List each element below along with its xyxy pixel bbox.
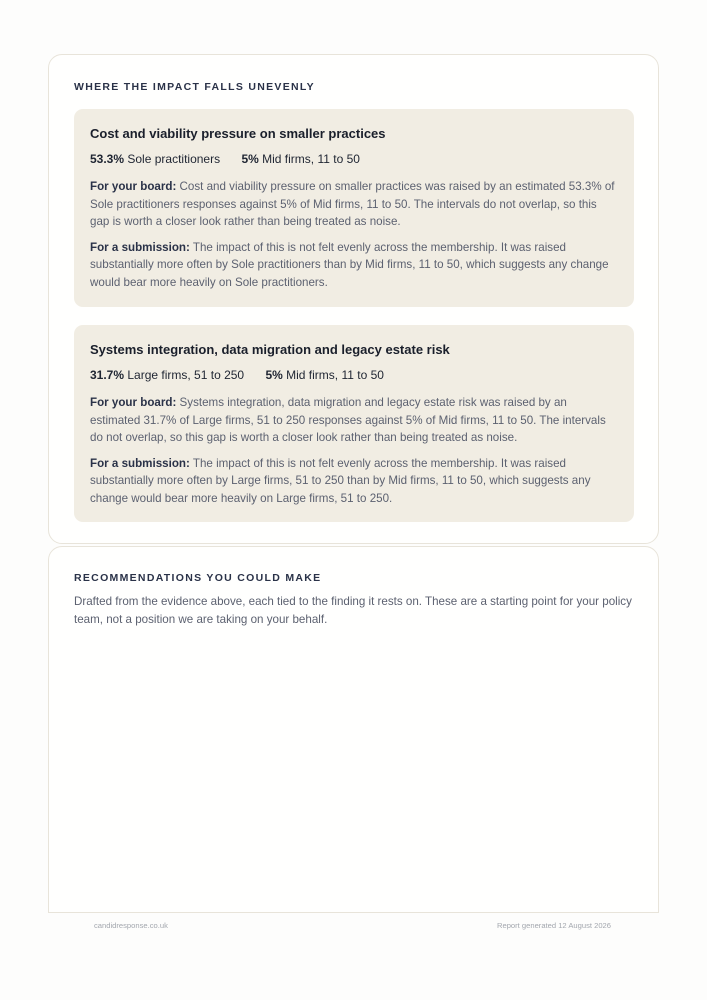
section-heading: RECOMMENDATIONS YOU COULD MAKE bbox=[74, 572, 322, 584]
stat-group: Mid firms, 11 to 50 bbox=[262, 152, 360, 166]
finding-title: Systems integration, data migration and legacy estate risk bbox=[90, 342, 450, 357]
stat-value: 5% bbox=[241, 152, 259, 166]
submission-paragraph bbox=[90, 455, 618, 508]
board-lead: For your board: bbox=[90, 396, 177, 409]
submission-lead: For a submission: bbox=[90, 240, 190, 254]
finding-card bbox=[74, 325, 634, 522]
stat-group: Sole practitioners bbox=[127, 152, 221, 166]
board-text: Cost and viability pressure on smaller practices was raised by an estimated 53.3% of Sole practitioners responses against 5% of Mid firms, 11 to 50. The intervals do not overlap, so this gap is worth a closer look rather than being treated as noise. bbox=[90, 180, 615, 228]
submission-paragraph bbox=[90, 239, 618, 292]
footer-generated-date: Report generated 12 August 2026 bbox=[497, 921, 611, 930]
finding-card bbox=[74, 109, 634, 307]
submission-lead: For a submission: bbox=[90, 456, 190, 470]
stat-value: 53.3% bbox=[90, 152, 125, 166]
page-footer bbox=[94, 921, 611, 930]
submission-text: The impact of this is not felt evenly across the membership. It was raised substantially more often by Sole practitioners than by Mid firms, 11 to 50, which suggests any change would bear more heavily on Sole practitioners. bbox=[90, 240, 609, 289]
finding-stats bbox=[90, 367, 618, 383]
stat-group: Mid firms, 11 to 50 bbox=[286, 368, 384, 382]
stat-comparison bbox=[241, 151, 360, 167]
stat-value: 31.7% bbox=[90, 368, 125, 382]
stat-primary bbox=[90, 367, 244, 383]
finding-title: Cost and viability pressure on smaller practices bbox=[90, 126, 386, 141]
finding-stats bbox=[90, 151, 618, 167]
section-heading: WHERE THE IMPACT FALLS UNEVENLY bbox=[74, 81, 315, 93]
submission-text: The impact of this is not felt evenly across the membership. It was raised substantially more often by Large firms, 51 to 250 than by Mid firms, 11 to 50, which suggests any change would bear more heavily on Large firms, 51 to 250. bbox=[90, 456, 591, 505]
board-paragraph bbox=[90, 178, 618, 231]
footer-site: candidresponse.co.uk bbox=[94, 921, 168, 930]
recommendations-intro: Drafted from the evidence above, each tied to the finding it rests on. These are a starting point for your policy team, not a position we are taking on your behalf. bbox=[74, 595, 632, 626]
stat-comparison bbox=[265, 367, 384, 383]
impact-section-card bbox=[48, 54, 659, 544]
stat-value: 5% bbox=[265, 368, 283, 382]
board-paragraph bbox=[90, 394, 618, 447]
board-text: Systems integration, data migration and legacy estate risk was raised by an estimated 31.7% of Large firms, 51 to 250 responses against 5% of Mid firms, 11 to 50. The intervals do not overlap, so this gap is worth a closer look rather than being treated as noise. bbox=[90, 396, 606, 444]
recommendations-section-card bbox=[48, 546, 659, 913]
stat-primary bbox=[90, 151, 220, 167]
stat-group: Large firms, 51 to 250 bbox=[127, 368, 245, 382]
board-lead: For your board: bbox=[90, 180, 177, 193]
